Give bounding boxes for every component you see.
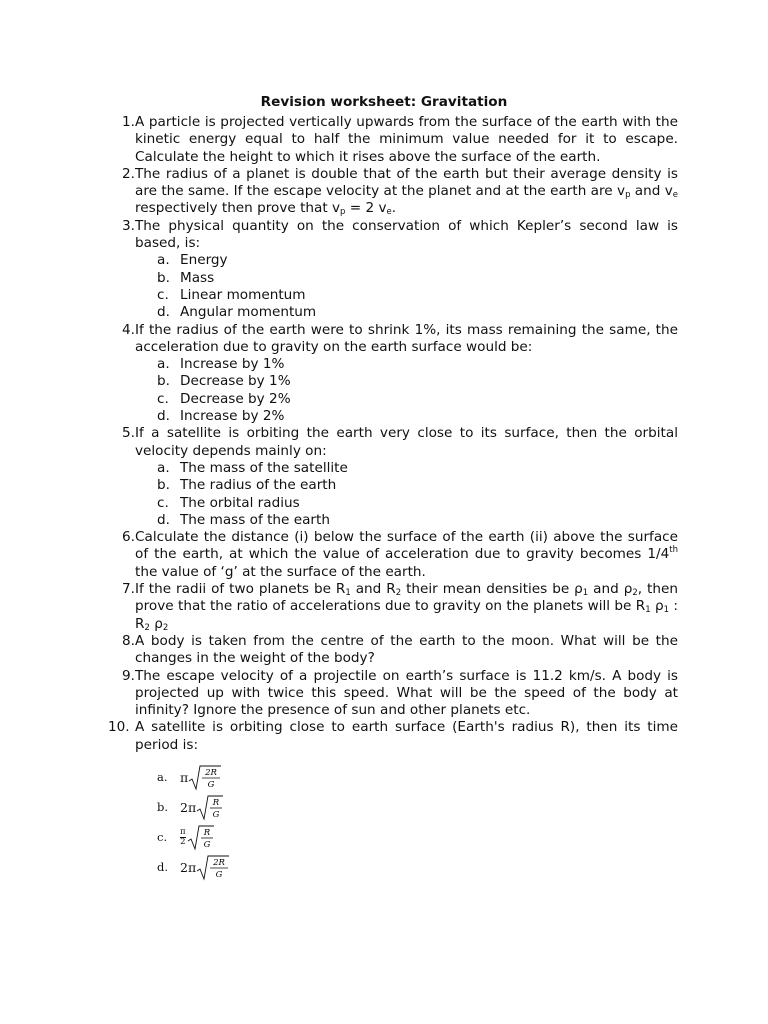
- question-number: 10.: [108, 719, 130, 736]
- question-text: The radius of a planet is double that of the earth but their average density is are the same. If the escape velocity at the planet and at the earth are $v_p$ and $v_e$ respectively then prove that $v_p = 2$ $v_e$.: [135, 165, 679, 218]
- question-6: [108, 529, 678, 581]
- worksheet-title: Revision worksheet: Gravitation: [260, 94, 508, 110]
- svg-text:G: G: [215, 869, 223, 880]
- option-item: b. The radius of the earth: [157, 477, 337, 494]
- question-10: [108, 719, 678, 880]
- option-item: d. The mass of the earth: [157, 511, 330, 528]
- option-item: b. Decrease by 1%: [157, 373, 291, 390]
- question-number: 2.: [122, 165, 135, 182]
- formula-option-c: c. $\frac{\pi}{2}$ R G: [157, 824, 215, 852]
- question-list: [108, 114, 679, 880]
- question-number: 1.: [122, 114, 135, 130]
- question-text: Calculate the distance (i) below the surface of the earth (ii) above the surface of the earth, at which the value of acceleration due to gravity becomes 1/4th the value of ‘g’ at the surface of the earth.: [135, 529, 678, 580]
- sqrt-fraction: [196, 794, 224, 822]
- option-item: a. Increase by 1%: [157, 356, 285, 373]
- option-item: a. Energy: [157, 252, 228, 269]
- question-text: A body is taken from the centre of the earth to the moon. What will be the changes in the weight of the body?: [135, 632, 678, 667]
- formula-options: [135, 754, 678, 880]
- question-number: 8.: [122, 632, 135, 649]
- svg-text:2R: 2R: [213, 857, 226, 868]
- question-2: [108, 166, 678, 218]
- question-number: 4.: [122, 321, 135, 338]
- question-text: The physical quantity on the conservation of which Kepler’s second law is based, is:: [135, 217, 678, 252]
- svg-text:R: R: [203, 827, 210, 838]
- svg-text:G: G: [203, 839, 210, 850]
- question-text: If the radii of two planets be $R_1$ and $R_2$ their mean densities be $\rho_1$ and $\rho_2$, then prove that the ratio of accelerations due to gravity on the planets will be $R_1$ $\rho_1$ : $R_2$ $\rho_2$: [135, 581, 678, 633]
- option-item: c. The orbital radius: [157, 494, 300, 511]
- option-item: b. Mass: [157, 269, 215, 286]
- formula-option-a: a. π 2R G: [157, 764, 222, 792]
- question-text: A particle is projected vertically upwards from the surface of the earth with the kinetic energy equal to half the minimum value needed for it to escape. Calculate the height to which it rises above the surface of the earth.: [135, 114, 678, 165]
- svg-text:R: R: [212, 797, 220, 808]
- question-text: The escape velocity of a projectile on earth’s surface is 11.2 km/s. A body is projected up with twice this speed. What will be the speed of the body at infinity? Ignore the presence of sun and other planets etc.: [135, 667, 678, 719]
- formula-option-d: d. 2π 2R G: [157, 854, 230, 882]
- option-item: d. Angular momentum: [157, 304, 317, 321]
- svg-text:G: G: [207, 779, 215, 790]
- question-number: 9.: [122, 667, 135, 684]
- question-text: A satellite is orbiting close to earth surface (Earth's radius R), then its time period is:: [135, 719, 678, 753]
- option-item: a. The mass of the satellite: [157, 459, 348, 476]
- question-1: [108, 114, 678, 166]
- question-text: If the radius of the earth were to shrink 1%, its mass remaining the same, the acceleration due to gravity on the earth surface would be:: [135, 321, 678, 355]
- question-4: [108, 322, 678, 426]
- sqrt-fraction: [196, 854, 230, 882]
- question-9: [108, 668, 678, 720]
- svg-text:G: G: [212, 809, 220, 820]
- question-number: 3.: [122, 217, 135, 234]
- question-8: [108, 633, 678, 668]
- svg-text:2R: 2R: [205, 767, 218, 778]
- question-5: [108, 425, 678, 529]
- question-number: 5.: [122, 425, 135, 442]
- sqrt-fraction: [188, 764, 222, 792]
- question-text: If a satellite is orbiting the earth very close to its surface, then the orbital velocity depends mainly on:: [135, 425, 678, 459]
- coefficient-fraction: $\frac{\pi}{2}$: [180, 827, 186, 848]
- formula-option-b: b. 2π R G: [157, 794, 224, 822]
- question-7: [108, 581, 678, 633]
- question-3: [108, 218, 678, 322]
- option-item: c. Decrease by 2%: [157, 390, 291, 407]
- option-item: c. Linear momentum: [157, 286, 306, 303]
- sqrt-fraction: [187, 824, 215, 852]
- question-number: 7.: [122, 581, 135, 598]
- option-item: d. Increase by 2%: [157, 408, 285, 425]
- question-number: 6.: [122, 529, 135, 546]
